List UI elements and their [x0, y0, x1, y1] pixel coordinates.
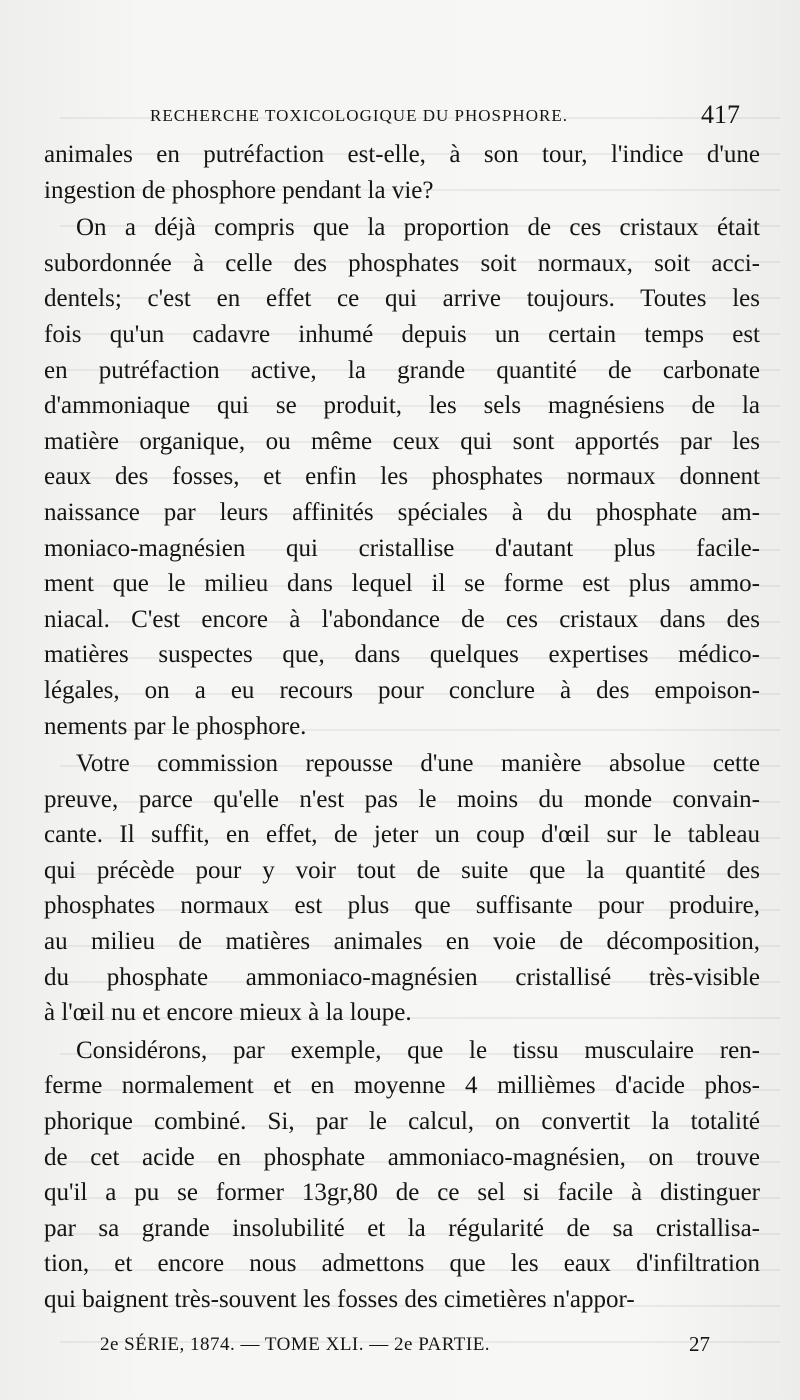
paragraph [44, 1033, 760, 1318]
text-line: ingestion de phosphore pendant la vie? [44, 176, 434, 204]
text-line: fois qu'un cadavre inhumé depuis un certain temps est [44, 320, 760, 348]
text-line: qui baignent très-souvent les fosses des cimetières n'appor- [44, 1286, 635, 1313]
paragraph [44, 746, 760, 1031]
page-number: 417 [701, 100, 740, 129]
body-text [44, 137, 760, 1318]
text-line: dentels; c'est en effet ce qui arrive toujours. Toutes les [44, 285, 760, 313]
text-line: qu'il a pu se former 13gr,80 de ce sel si facile à distinguer [44, 1179, 760, 1207]
text-line: cante. Il suffit, en effet, de jeter un coup d'œil sur le tableau [44, 821, 760, 849]
text-line: du phosphate ammoniaco-magnésien cristallisé très-visible [44, 963, 760, 991]
text-line: naissance par leurs affinités spéciales à du phosphate am- [44, 498, 760, 526]
text-line: niacal. C'est encore à l'abondance de ces cristaux dans des [44, 605, 760, 633]
text-line: On a déjà compris que la proportion de ces cristaux était [76, 214, 760, 242]
text-line: qui précède pour y voir tout de suite que la quantité des [44, 856, 760, 884]
text-line: Considérons, par exemple, que le tissu musculaire ren- [76, 1036, 760, 1064]
text-line: moniaco-magnésien qui cristallise d'autant plus facile- [44, 534, 760, 562]
text-line: phorique combiné. Si, par le calcul, on convertit la totalité [44, 1108, 760, 1136]
text-line: au milieu de matières animales en voie de décomposition, [44, 928, 760, 956]
text-line: de cet acide en phosphate ammoniaco-magnésien, on trouve [44, 1143, 760, 1171]
text-line: nements par le phosphore. [44, 712, 307, 740]
footer-sheet-number: 27 [689, 1332, 710, 1356]
text-line: ferme normalement et en moyenne 4 millièmes d'acide phos- [44, 1072, 760, 1100]
text-line: légales, on a eu recours pour conclure à des empoison- [44, 676, 760, 704]
text-line: ment que le milieu dans lequel il se forme est plus ammo- [44, 570, 760, 598]
text-line: d'ammoniaque qui se produit, les sels magnésiens de la [44, 392, 760, 420]
text-line: matières suspectes que, dans quelques expertises médico- [44, 641, 760, 669]
text-line: phosphates normaux est plus que suffisante pour produire, [44, 892, 760, 920]
text-line: preuve, parce qu'elle n'est pas le moins du monde convain- [44, 785, 760, 813]
text-line: tion, et encore nous admettons que les eaux d'infiltration [44, 1250, 760, 1278]
text-line: subordonnée à celle des phosphates soit normaux, soit acci- [44, 249, 760, 277]
text-line: Votre commission repousse d'une manière absolue cette [76, 750, 760, 778]
page-footer [100, 1334, 710, 1364]
text-line: en putréfaction active, la grande quantité de carbonate [44, 356, 760, 384]
paragraph [44, 137, 760, 208]
text-line: animales en putréfaction est-elle, à son tour, l'indice d'une [44, 141, 760, 168]
running-head [150, 102, 740, 132]
text-line: eaux des fosses, et enfin les phosphates normaux donnent [44, 463, 760, 491]
running-title: RECHERCHE TOXICOLOGIQUE DU PHOSPHORE. [150, 106, 568, 125]
text-line: par sa grande insolubilité et la régularité de sa cristallisa- [44, 1214, 760, 1242]
text-line: matière organique, ou même ceux qui sont apportés par les [44, 427, 760, 455]
footer-series-line: 2e SÉRIE, 1874. — TOME XLI. — 2e PARTIE. [100, 1334, 491, 1355]
paragraph [44, 210, 760, 744]
text-line: à l'œil nu et encore mieux à la loupe. [44, 999, 412, 1027]
